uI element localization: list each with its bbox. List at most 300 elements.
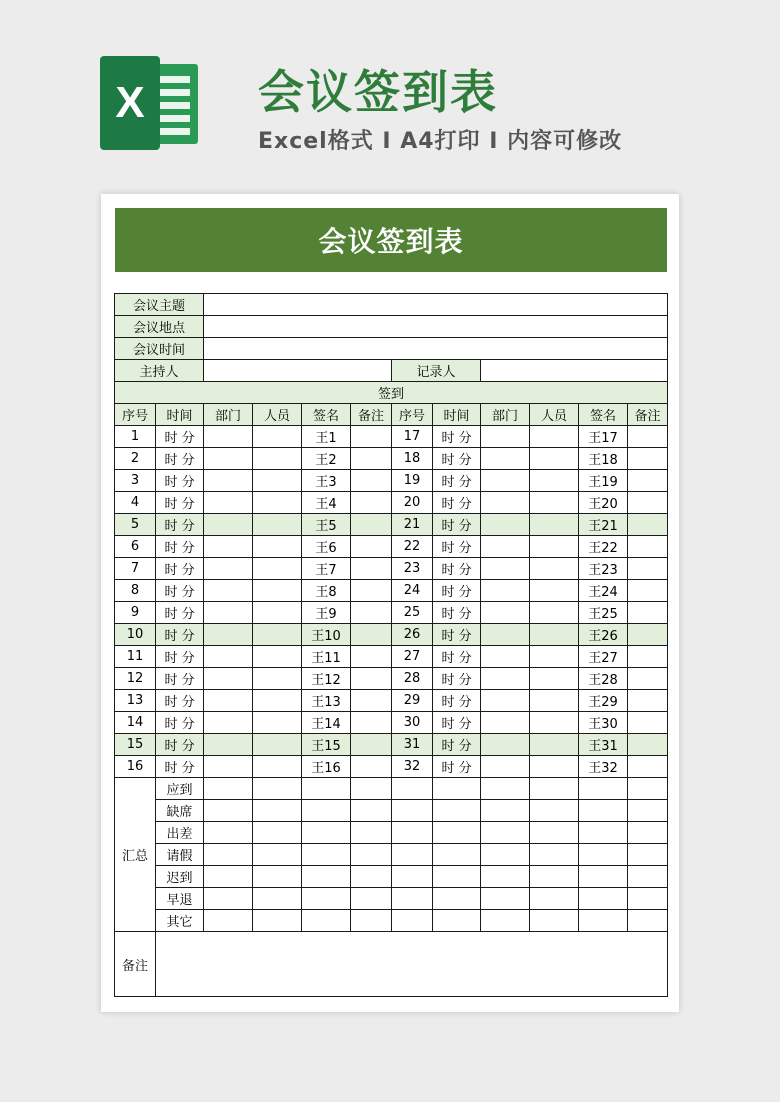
time-cell[interactable]: 时 分 [156, 492, 204, 514]
summary-row [115, 910, 668, 932]
time-cell[interactable]: 时 分 [433, 690, 481, 712]
seq-cell: 30 [392, 712, 433, 734]
signature-cell[interactable]: 王27 [579, 646, 628, 668]
remark-cell[interactable] [628, 734, 668, 756]
seq-cell: 5 [115, 514, 156, 536]
time-label: 会议时间 [115, 338, 204, 360]
person-cell[interactable] [530, 426, 579, 448]
remark-cell[interactable] [628, 514, 668, 536]
summary-cell[interactable] [433, 866, 481, 888]
summary-cell[interactable] [530, 822, 579, 844]
dept-cell[interactable] [481, 470, 530, 492]
time-cell[interactable]: 时 分 [156, 558, 204, 580]
summary-cell[interactable] [628, 800, 668, 822]
table-row [115, 602, 668, 624]
summary-cell[interactable] [530, 778, 579, 800]
time-cell[interactable]: 时 分 [156, 448, 204, 470]
seq-cell: 3 [115, 470, 156, 492]
summary-cell[interactable] [481, 778, 530, 800]
column-header: 人员 [253, 404, 302, 426]
summary-cell[interactable] [302, 910, 351, 932]
summary-cell[interactable] [530, 844, 579, 866]
seq-cell: 21 [392, 514, 433, 536]
summary-cell[interactable] [628, 910, 668, 932]
seq-cell: 24 [392, 580, 433, 602]
signature-cell[interactable]: 王21 [579, 514, 628, 536]
seq-cell: 20 [392, 492, 433, 514]
dept-cell[interactable] [481, 580, 530, 602]
table-row [115, 426, 668, 448]
signature-cell[interactable]: 王11 [302, 646, 351, 668]
column-header: 时间 [156, 404, 204, 426]
summary-row [115, 866, 668, 888]
host-field[interactable] [204, 360, 392, 382]
column-header: 人员 [530, 404, 579, 426]
summary-cell[interactable] [530, 866, 579, 888]
time-cell[interactable]: 时 分 [433, 712, 481, 734]
person-cell[interactable] [530, 690, 579, 712]
summary-cell[interactable] [253, 844, 302, 866]
summary-cell[interactable] [351, 844, 392, 866]
summary-cell[interactable] [351, 822, 392, 844]
dept-cell[interactable] [204, 514, 253, 536]
column-header: 签名 [302, 404, 351, 426]
time-cell[interactable]: 时 分 [433, 580, 481, 602]
summary-cell[interactable] [530, 910, 579, 932]
dept-cell[interactable] [204, 734, 253, 756]
person-cell[interactable] [530, 448, 579, 470]
person-cell[interactable] [530, 668, 579, 690]
remark-cell[interactable] [628, 426, 668, 448]
remark-cell[interactable] [628, 602, 668, 624]
seq-cell: 4 [115, 492, 156, 514]
remark-label: 备注 [115, 932, 156, 997]
signin-table [114, 293, 668, 997]
time-cell[interactable]: 时 分 [156, 712, 204, 734]
summary-cell[interactable] [351, 778, 392, 800]
summary-cell[interactable] [628, 822, 668, 844]
table-row [115, 558, 668, 580]
summary-cell[interactable] [481, 910, 530, 932]
dept-cell[interactable] [204, 448, 253, 470]
summary-cell[interactable] [392, 866, 433, 888]
person-cell[interactable] [530, 712, 579, 734]
time-cell[interactable]: 时 分 [156, 668, 204, 690]
person-cell[interactable] [530, 756, 579, 778]
remark-cell[interactable] [351, 646, 392, 668]
time-cell[interactable]: 时 分 [433, 448, 481, 470]
person-cell[interactable] [253, 712, 302, 734]
remark-cell[interactable] [351, 690, 392, 712]
summary-cell[interactable] [204, 844, 253, 866]
summary-cell[interactable] [481, 866, 530, 888]
signature-cell[interactable]: 王28 [579, 668, 628, 690]
dept-cell[interactable] [204, 426, 253, 448]
summary-cell[interactable] [628, 844, 668, 866]
seq-cell: 17 [392, 426, 433, 448]
summary-cell[interactable] [481, 888, 530, 910]
time-cell[interactable]: 时 分 [156, 580, 204, 602]
summary-item: 早退 [156, 888, 204, 910]
person-cell[interactable] [253, 558, 302, 580]
seq-cell: 12 [115, 668, 156, 690]
dept-cell[interactable] [481, 514, 530, 536]
time-cell[interactable]: 时 分 [433, 624, 481, 646]
person-cell[interactable] [253, 426, 302, 448]
person-cell[interactable] [530, 734, 579, 756]
summary-cell[interactable] [351, 866, 392, 888]
place-field[interactable] [204, 316, 668, 338]
signature-cell[interactable]: 王22 [579, 536, 628, 558]
person-cell[interactable] [253, 448, 302, 470]
summary-cell[interactable] [628, 778, 668, 800]
person-cell[interactable] [530, 536, 579, 558]
remark-cell[interactable] [351, 492, 392, 514]
dept-cell[interactable] [481, 602, 530, 624]
dept-cell[interactable] [481, 690, 530, 712]
summary-cell[interactable] [579, 910, 628, 932]
summary-cell[interactable] [253, 778, 302, 800]
column-header: 序号 [115, 404, 156, 426]
person-cell[interactable] [530, 558, 579, 580]
dept-cell[interactable] [481, 624, 530, 646]
seq-cell: 13 [115, 690, 156, 712]
seq-cell: 2 [115, 448, 156, 470]
signature-cell[interactable]: 王12 [302, 668, 351, 690]
summary-cell[interactable] [481, 844, 530, 866]
summary-cell[interactable] [302, 888, 351, 910]
summary-cell[interactable] [392, 844, 433, 866]
summary-cell[interactable] [253, 822, 302, 844]
remark-cell[interactable] [628, 712, 668, 734]
person-cell[interactable] [253, 602, 302, 624]
signin-header: 签到 [115, 382, 668, 404]
seq-cell: 1 [115, 426, 156, 448]
person-cell[interactable] [253, 646, 302, 668]
table-row [115, 624, 668, 646]
person-cell[interactable] [530, 580, 579, 602]
signature-cell[interactable]: 王7 [302, 558, 351, 580]
person-cell[interactable] [530, 492, 579, 514]
summary-cell[interactable] [530, 888, 579, 910]
summary-cell[interactable] [204, 822, 253, 844]
seq-cell: 8 [115, 580, 156, 602]
column-header: 备注 [628, 404, 668, 426]
summary-cell[interactable] [204, 888, 253, 910]
seq-cell: 6 [115, 536, 156, 558]
signature-cell[interactable]: 王23 [579, 558, 628, 580]
remark-cell[interactable] [628, 646, 668, 668]
summary-cell[interactable] [204, 910, 253, 932]
seq-cell: 11 [115, 646, 156, 668]
signature-cell[interactable]: 王8 [302, 580, 351, 602]
remark-cell[interactable] [628, 668, 668, 690]
table-row [115, 646, 668, 668]
seq-cell: 18 [392, 448, 433, 470]
time-cell[interactable]: 时 分 [433, 668, 481, 690]
remark-cell[interactable] [628, 624, 668, 646]
dept-cell[interactable] [481, 448, 530, 470]
summary-cell[interactable] [253, 800, 302, 822]
dept-cell[interactable] [204, 668, 253, 690]
dept-cell[interactable] [204, 712, 253, 734]
signature-cell[interactable]: 王2 [302, 448, 351, 470]
time-cell[interactable]: 时 分 [433, 646, 481, 668]
time-cell[interactable]: 时 分 [156, 536, 204, 558]
signature-cell[interactable]: 王9 [302, 602, 351, 624]
summary-cell[interactable] [392, 910, 433, 932]
summary-cell[interactable] [579, 800, 628, 822]
summary-cell[interactable] [392, 888, 433, 910]
seq-cell: 26 [392, 624, 433, 646]
person-cell[interactable] [253, 624, 302, 646]
dept-cell[interactable] [204, 602, 253, 624]
seq-cell: 22 [392, 536, 433, 558]
remark-cell[interactable] [351, 558, 392, 580]
summary-cell[interactable] [253, 888, 302, 910]
summary-cell[interactable] [392, 800, 433, 822]
person-cell[interactable] [253, 734, 302, 756]
seq-cell: 25 [392, 602, 433, 624]
person-cell[interactable] [530, 514, 579, 536]
summary-cell[interactable] [579, 866, 628, 888]
banner-subtitle: Excel格式 I A4打印 I 内容可修改 [258, 129, 623, 154]
dept-cell[interactable] [481, 558, 530, 580]
time-cell[interactable]: 时 分 [156, 646, 204, 668]
column-header: 部门 [204, 404, 253, 426]
signature-cell[interactable]: 王5 [302, 514, 351, 536]
table-row [115, 448, 668, 470]
signature-cell[interactable]: 王14 [302, 712, 351, 734]
signature-cell[interactable]: 王1 [302, 426, 351, 448]
dept-cell[interactable] [204, 624, 253, 646]
person-cell[interactable] [530, 602, 579, 624]
remark-cell[interactable] [351, 668, 392, 690]
remark-cell[interactable] [351, 470, 392, 492]
summary-cell[interactable] [204, 866, 253, 888]
remark-cell[interactable] [351, 426, 392, 448]
dept-cell[interactable] [204, 492, 253, 514]
person-cell[interactable] [253, 492, 302, 514]
time-cell[interactable]: 时 分 [433, 756, 481, 778]
signature-cell[interactable]: 王18 [579, 448, 628, 470]
person-cell[interactable] [253, 514, 302, 536]
dept-cell[interactable] [481, 426, 530, 448]
signature-cell[interactable]: 王25 [579, 602, 628, 624]
remark-cell[interactable] [351, 602, 392, 624]
dept-cell[interactable] [481, 536, 530, 558]
banner [0, 0, 780, 190]
seq-cell: 28 [392, 668, 433, 690]
time-cell[interactable]: 时 分 [156, 514, 204, 536]
seq-cell: 14 [115, 712, 156, 734]
remark-cell[interactable] [351, 756, 392, 778]
dept-cell[interactable] [481, 712, 530, 734]
summary-cell[interactable] [253, 910, 302, 932]
signature-cell[interactable]: 王29 [579, 690, 628, 712]
summary-cell[interactable] [392, 778, 433, 800]
remark-cell[interactable] [628, 492, 668, 514]
summary-cell[interactable] [433, 778, 481, 800]
seq-cell: 7 [115, 558, 156, 580]
remark-cell[interactable] [628, 536, 668, 558]
summary-cell[interactable] [253, 866, 302, 888]
summary-row [115, 844, 668, 866]
remark-cell[interactable] [628, 756, 668, 778]
summary-cell[interactable] [351, 800, 392, 822]
remark-cell[interactable] [628, 448, 668, 470]
person-cell[interactable] [253, 470, 302, 492]
person-cell[interactable] [253, 756, 302, 778]
column-header: 序号 [392, 404, 433, 426]
person-cell[interactable] [530, 646, 579, 668]
dept-cell[interactable] [481, 734, 530, 756]
signature-cell[interactable]: 王6 [302, 536, 351, 558]
dept-cell[interactable] [204, 470, 253, 492]
time-cell[interactable]: 时 分 [156, 470, 204, 492]
summary-cell[interactable] [433, 910, 481, 932]
time-cell[interactable]: 时 分 [156, 426, 204, 448]
signature-cell[interactable]: 王10 [302, 624, 351, 646]
time-cell[interactable]: 时 分 [433, 426, 481, 448]
summary-cell[interactable] [628, 888, 668, 910]
time-cell[interactable]: 时 分 [156, 756, 204, 778]
summary-cell[interactable] [579, 844, 628, 866]
person-cell[interactable] [253, 580, 302, 602]
time-cell[interactable]: 时 分 [433, 536, 481, 558]
seq-cell: 31 [392, 734, 433, 756]
remark-cell[interactable] [351, 734, 392, 756]
time-cell[interactable]: 时 分 [433, 514, 481, 536]
time-cell[interactable]: 时 分 [433, 558, 481, 580]
summary-cell[interactable] [579, 822, 628, 844]
time-cell[interactable]: 时 分 [433, 492, 481, 514]
remark-cell[interactable] [351, 624, 392, 646]
person-cell[interactable] [253, 536, 302, 558]
summary-cell[interactable] [351, 888, 392, 910]
topic-field[interactable] [204, 294, 668, 316]
time-field[interactable] [204, 338, 668, 360]
signature-cell[interactable]: 王24 [579, 580, 628, 602]
time-cell[interactable]: 时 分 [156, 734, 204, 756]
signature-cell[interactable]: 王32 [579, 756, 628, 778]
summary-cell[interactable] [351, 910, 392, 932]
signature-cell[interactable]: 王31 [579, 734, 628, 756]
seq-cell: 15 [115, 734, 156, 756]
summary-rows [115, 778, 668, 932]
dept-cell[interactable] [204, 690, 253, 712]
summary-cell[interactable] [302, 822, 351, 844]
signature-cell[interactable]: 王16 [302, 756, 351, 778]
time-cell[interactable]: 时 分 [156, 602, 204, 624]
signature-cell[interactable]: 王26 [579, 624, 628, 646]
summary-label: 汇总 [115, 778, 156, 932]
table-row [115, 514, 668, 536]
summary-item: 其它 [156, 910, 204, 932]
time-cell[interactable]: 时 分 [433, 602, 481, 624]
summary-cell[interactable] [392, 822, 433, 844]
summary-cell[interactable] [302, 844, 351, 866]
dept-cell[interactable] [204, 646, 253, 668]
seq-cell: 9 [115, 602, 156, 624]
recorder-field[interactable] [481, 360, 668, 382]
dept-cell[interactable] [204, 756, 253, 778]
dept-cell[interactable] [481, 646, 530, 668]
summary-cell[interactable] [433, 844, 481, 866]
signature-cell[interactable]: 王17 [579, 426, 628, 448]
summary-cell[interactable] [481, 800, 530, 822]
signature-cell[interactable]: 王4 [302, 492, 351, 514]
person-cell[interactable] [530, 470, 579, 492]
table-row [115, 492, 668, 514]
summary-cell[interactable] [433, 888, 481, 910]
dept-cell[interactable] [481, 668, 530, 690]
seq-cell: 16 [115, 756, 156, 778]
signature-cell[interactable]: 王30 [579, 712, 628, 734]
signature-cell[interactable]: 王13 [302, 690, 351, 712]
signature-cell[interactable]: 王15 [302, 734, 351, 756]
summary-cell[interactable] [628, 866, 668, 888]
time-cell[interactable]: 时 分 [156, 624, 204, 646]
seq-cell: 32 [392, 756, 433, 778]
signature-cell[interactable]: 王3 [302, 470, 351, 492]
summary-cell[interactable] [579, 778, 628, 800]
remark-cell[interactable] [628, 690, 668, 712]
summary-cell[interactable] [302, 778, 351, 800]
person-cell[interactable] [253, 668, 302, 690]
time-cell[interactable]: 时 分 [433, 470, 481, 492]
remark-cell[interactable] [351, 536, 392, 558]
remark-cell[interactable] [628, 580, 668, 602]
signature-cell[interactable]: 王19 [579, 470, 628, 492]
remark-field[interactable] [156, 932, 668, 997]
remark-cell[interactable] [351, 712, 392, 734]
table-row [115, 668, 668, 690]
dept-cell[interactable] [204, 536, 253, 558]
summary-cell[interactable] [433, 800, 481, 822]
remark-cell[interactable] [628, 470, 668, 492]
topic-label: 会议主题 [115, 294, 204, 316]
summary-cell[interactable] [302, 800, 351, 822]
summary-cell[interactable] [302, 866, 351, 888]
seq-cell: 23 [392, 558, 433, 580]
dept-cell[interactable] [481, 756, 530, 778]
summary-cell[interactable] [433, 822, 481, 844]
summary-cell[interactable] [481, 822, 530, 844]
host-label: 主持人 [115, 360, 204, 382]
person-cell[interactable] [253, 690, 302, 712]
summary-cell[interactable] [579, 888, 628, 910]
summary-cell[interactable] [204, 800, 253, 822]
remark-cell[interactable] [628, 558, 668, 580]
remark-cell[interactable] [351, 580, 392, 602]
signature-cell[interactable]: 王20 [579, 492, 628, 514]
column-header: 签名 [579, 404, 628, 426]
dept-cell[interactable] [204, 558, 253, 580]
summary-row [115, 822, 668, 844]
summary-cell[interactable] [530, 800, 579, 822]
dept-cell[interactable] [481, 492, 530, 514]
table-row [115, 734, 668, 756]
summary-cell[interactable] [204, 778, 253, 800]
time-cell[interactable]: 时 分 [156, 690, 204, 712]
person-cell[interactable] [530, 624, 579, 646]
remark-cell[interactable] [351, 448, 392, 470]
column-header: 备注 [351, 404, 392, 426]
time-cell[interactable]: 时 分 [433, 734, 481, 756]
dept-cell[interactable] [204, 580, 253, 602]
remark-cell[interactable] [351, 514, 392, 536]
